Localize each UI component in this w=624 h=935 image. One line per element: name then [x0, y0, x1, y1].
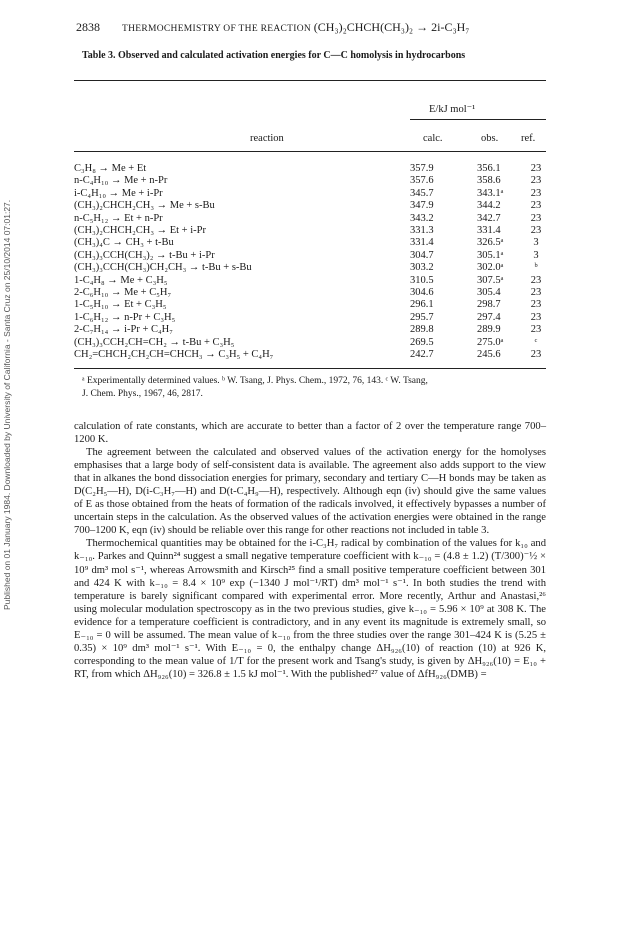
- cell-obs: 305.4: [477, 287, 501, 298]
- cell-ref: 23: [530, 163, 542, 174]
- cell-obs: 275.0ᵃ: [477, 336, 504, 348]
- cell-ref: 23: [530, 200, 542, 212]
- running-title: THERMOCHEMISTRY OF THE REACTION (CH₃)₂CHCH(CH₃)₂ → 2i-C₃H₇: [122, 20, 470, 34]
- cell-obs: 342.7: [477, 212, 501, 224]
- cell-reaction: n-C₅H₁₂ → Et + n-Pr: [74, 212, 163, 224]
- cell-calc: 289.8: [410, 324, 434, 336]
- table-unit-header: E/kJ mol⁻¹: [429, 104, 476, 115]
- cell-calc: 357.6: [410, 175, 434, 187]
- cell-calc: 347.9: [410, 200, 434, 212]
- col-header-calc: calc.: [423, 133, 443, 144]
- cell-obs: 356.1: [477, 163, 501, 174]
- cell-obs: 343.1ᵃ: [477, 187, 504, 199]
- cell-reaction: (CH₃)₃CCH(CH₃)₂ → t-Bu + i-Pr: [74, 249, 215, 261]
- cell-obs: 289.9: [477, 324, 501, 336]
- cell-obs: 245.6: [477, 349, 501, 360]
- page-number: 2838: [76, 20, 100, 34]
- cell-ref: ᵇ: [534, 262, 538, 274]
- cell-ref: ᶜ: [534, 336, 538, 348]
- table-row: [74, 287, 546, 299]
- cell-calc: 303.2: [410, 262, 434, 274]
- cell-ref: 23: [530, 212, 542, 224]
- col-header-ref: ref.: [521, 133, 536, 144]
- cell-ref: 23: [530, 287, 542, 298]
- cell-reaction: 2-C₆H₁₀ → Me + C₅H₇: [74, 287, 172, 298]
- cell-reaction: CH₂=CHCH₂CH₂CH=CHCH₃ → C₃H₅ + C₄H₇: [74, 349, 274, 360]
- paragraph: The agreement between the calculated and observed values of the activation energy for the homolyses emphasises that a large body of self-consistent data is available. The agreement also adds support to the view that in alkanes the bond dissociation energies for primary, secondary and tertiary C—H bonds may be taken as D(C₂H₅—H), D(i-C₃H₇—H) and D(t-C₄H₉—H), respectively. Although eqn (iv) should give the same values of E as those obtained from the heats of formation of the radicals involved, it effectively bypasses a number of uncertain steps in the calculation. As the observed values of the activation energies were obtained in the range 700–1200 K, eqn (iv) should be reliable over this range for other reactions not included in table 3.: [74, 447, 546, 537]
- table-row: [74, 188, 546, 200]
- cell-ref: 23: [530, 187, 542, 199]
- cell-calc: 331.4: [410, 237, 434, 249]
- table-row: [74, 250, 546, 262]
- cell-ref: 23: [530, 274, 542, 286]
- col-header-obs: obs.: [481, 133, 499, 144]
- cell-calc: 304.6: [410, 287, 434, 298]
- cell-reaction: 1-C₅H₁₀ → Et + C₃H₅: [74, 299, 167, 311]
- cell-reaction: (CH₃)₄C → CH₃ + t-Bu: [74, 237, 174, 249]
- cell-calc: 296.1: [410, 299, 434, 311]
- cell-obs: 331.4: [477, 225, 501, 236]
- paragraph: calculation of rate constants, which are accurate to better than a factor of 2 over the temperature range 700–1200 K.: [74, 421, 546, 446]
- cell-ref: 23: [530, 175, 542, 187]
- table-bottom-rule: [74, 368, 546, 369]
- table-row: [74, 299, 546, 311]
- table-header-rule: [74, 151, 546, 152]
- cell-ref: 23: [530, 299, 542, 311]
- footnote-line-1: ᵃ Experimentally determined values. ᵇ W. Tsang, J. Phys. Chem., 1972, 76, 143. ᶜ W. Tsang,: [82, 376, 428, 386]
- cell-obs: 358.6: [477, 175, 501, 187]
- body-text: [74, 420, 546, 681]
- cell-ref: 3: [533, 237, 539, 249]
- table-row: [74, 262, 546, 274]
- cell-ref: 3: [533, 249, 539, 261]
- cell-calc: 295.7: [410, 311, 434, 323]
- table-footnotes: [82, 375, 544, 400]
- cell-ref: 23: [530, 225, 542, 236]
- table-row: [74, 163, 546, 175]
- table-row: [74, 213, 546, 225]
- footnote-line-2: J. Chem. Phys., 1967, 46, 2817.: [82, 388, 203, 399]
- cell-calc: 343.2: [410, 212, 434, 224]
- table-row: [74, 200, 546, 212]
- cell-obs: 344.2: [477, 200, 501, 212]
- table-row: [74, 312, 546, 324]
- table-row: [74, 225, 546, 237]
- cell-calc: 304.7: [410, 249, 434, 261]
- table-row: [74, 324, 546, 336]
- cell-reaction: (CH₃)₂CHCH₂CH₃ → Me + s-Bu: [74, 200, 215, 212]
- cell-obs: 305.1ᵃ: [477, 249, 504, 261]
- table-unit-rule: [410, 119, 546, 120]
- table-row: [74, 337, 546, 349]
- cell-reaction: (CH₃)₃CCH₂CH=CH₂ → t-Bu + C₃H₅: [74, 336, 235, 348]
- cell-ref: 23: [530, 349, 542, 360]
- table-row: [74, 349, 546, 361]
- download-watermark-text: Published on 01 January 1984. Downloaded by University of California - Santa Cruz on 25/10/2014 07:01:27.: [2, 199, 12, 610]
- cell-reaction: (CH₃)₃CCH(CH₃)CH₂CH₃ → t-Bu + s-Bu: [74, 262, 252, 274]
- cell-reaction: 1-C₄H₈ → Me + C₃H₅: [74, 274, 168, 286]
- cell-obs: 302.0ᵃ: [477, 262, 504, 274]
- cell-calc: 331.3: [410, 225, 434, 236]
- cell-reaction: n-C₄H₁₀ → Me + n-Pr: [74, 175, 168, 187]
- col-header-reaction: reaction: [250, 133, 284, 144]
- cell-reaction: (CH₃)₂CHCH₂CH₃ → Et + i-Pr: [74, 225, 206, 236]
- table-row: [74, 237, 546, 249]
- table-caption: Table 3. Observed and calculated activation energies for C—C homolysis in hydrocarbons: [82, 50, 466, 61]
- table-row: [74, 275, 546, 287]
- cell-obs: 298.7: [477, 299, 501, 311]
- cell-obs: 297.4: [477, 311, 501, 323]
- table-row: [74, 175, 546, 187]
- cell-calc: 310.5: [410, 274, 434, 286]
- cell-obs: 307.5ᵃ: [477, 274, 504, 286]
- paragraph: Thermochemical quantities may be obtained for the i-C₃H₇ radical by combination of the values for k₁₀ and k₋₁₀. Parkes and Quinn²⁴ suggest a small negative temperature coefficient with k₋₁₀ = (4.8 ± 1.2) (T/300)⁻½ × 10⁹ dm³ mol s⁻¹, whereas Arrowsmith and Kirsch²⁵ find a small positive temperature coefficient between 301 and 424 K with k₋₁₀ = 8.4 × 10⁹ exp (−1340 J mol⁻¹/RT) dm³ mol⁻¹ s⁻¹. In both studies the trend with temperature is barely significant compared with experimental error. More recently, Arthur and Anastasi,²⁶ using molecular modulation spectroscopy as in the two previous studies, give k₋₁₀ = 5.96 × 10⁹ at 308 K. The evidence for a temperature coefficient is contradictory, and in any event its magnitude is extremely small, so E₋₁₀ = 0 will be assumed. The mean value of k₋₁₀ from the three studies over the range 301–424 K is (5.25 ± 0.35) × 10⁹ dm³ mol⁻¹ s⁻¹. With E₋₁₀ = 0, the enthalpy change ΔH₉₂₆(10) of reaction (10) at 926 K, corresponding to the mean value of 1/T for the present work and Tsang's study, is given by ΔH₉₂₆(10) = E₁₀ + RT, from which ΔH₉₂₆(10) = 326.8 ± 1.5 kJ mol⁻¹. With the published²⁷ value of ΔfH₉₂₆(DMB) =: [74, 538, 546, 680]
- table-top-rule: [74, 80, 546, 81]
- cell-reaction: 2-C₇H₁₄ → i-Pr + C₄H₇: [74, 324, 173, 336]
- cell-calc: 357.9: [410, 163, 434, 174]
- cell-calc: 242.7: [410, 349, 434, 360]
- cell-ref: 23: [530, 324, 542, 336]
- running-formula: (CH₃)₂CHCH(CH₃)₂ → 2i-C₃H₇: [313, 20, 470, 34]
- download-watermark: [0, 100, 14, 620]
- cell-calc: 269.5: [410, 336, 434, 348]
- cell-ref: 23: [530, 311, 542, 323]
- cell-reaction: C₃H₈ → Me + Et: [74, 163, 147, 174]
- cell-reaction: 1-C₆H₁₂ → n-Pr + C₃H₅: [74, 311, 176, 323]
- cell-calc: 345.7: [410, 187, 434, 199]
- cell-obs: 326.5ᵃ: [477, 237, 504, 249]
- cell-reaction: i-C₄H₁₀ → Me + i-Pr: [74, 187, 163, 199]
